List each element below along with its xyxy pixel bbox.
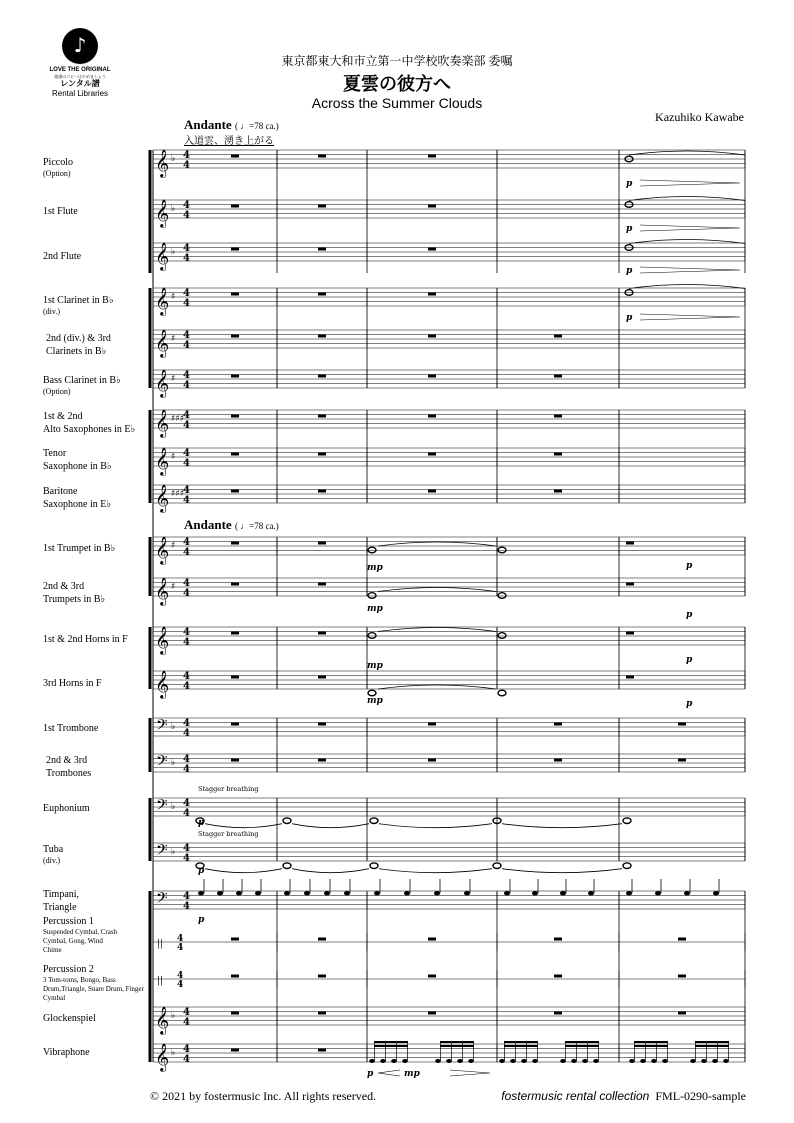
key-signature: ♯ — [171, 541, 176, 551]
whole-rest — [231, 723, 239, 726]
whole-rest — [554, 335, 562, 338]
key-signature: ♭ — [171, 1048, 176, 1058]
quarter-note — [217, 891, 223, 896]
whole-rest — [554, 938, 562, 941]
time-sig-bottom: 4 — [183, 210, 190, 221]
treble-clef-icon: 𝄞 — [155, 536, 170, 564]
time-sig-top: 4 — [177, 934, 184, 944]
tie — [502, 824, 622, 828]
whole-note — [498, 633, 506, 639]
key-signature: ♭ — [171, 1011, 176, 1021]
tempo-word: Andante — [184, 117, 232, 132]
metronome-mark-2: ( ♩=78 ca.) — [234, 521, 279, 531]
quarter-note — [504, 891, 510, 896]
whole-rest — [318, 248, 326, 251]
percussion-clef: || — [157, 976, 164, 986]
treble-clef-icon: 𝄞 — [155, 199, 170, 227]
expression-text: 入道雲、湧き上がる — [184, 136, 274, 147]
whole-rest — [626, 583, 634, 586]
label-bari-sax: Baritone Saxophone in E♭ — [43, 486, 112, 510]
whole-rest — [318, 938, 326, 941]
whole-rest — [318, 759, 326, 762]
quarter-note — [464, 891, 470, 896]
whole-rest — [318, 453, 326, 456]
time-sig-top: 4 — [183, 671, 190, 682]
time-sig-bottom: 4 — [183, 340, 190, 351]
treble-clef-icon: 𝄞 — [155, 670, 170, 698]
time-sig-bottom: 4 — [183, 420, 190, 431]
whole-rest — [678, 975, 686, 978]
whole-note — [370, 818, 378, 824]
whole-rest — [231, 490, 239, 493]
whole-rest — [428, 759, 436, 762]
tie — [205, 824, 282, 828]
sixteenth-note — [457, 1059, 463, 1063]
quarter-note — [304, 891, 310, 896]
time-sig-top: 4 — [183, 410, 190, 421]
treble-clef-icon: 𝄞 — [155, 577, 170, 605]
whole-note — [368, 690, 376, 696]
whole-note — [623, 818, 631, 824]
sixteenth-note — [690, 1059, 696, 1063]
time-sig-bottom: 4 — [183, 637, 190, 648]
dynamic-mp: mp — [367, 661, 383, 671]
collection-name: fostermusic rental collection — [501, 1089, 650, 1103]
tie — [292, 869, 369, 873]
quarter-note — [198, 891, 204, 896]
time-sig-bottom: 4 — [183, 901, 190, 912]
sixteenth-note — [701, 1059, 707, 1063]
key-signature: ♭ — [171, 802, 176, 812]
whole-note — [368, 593, 376, 599]
quarter-note — [684, 891, 690, 896]
dynamic-mp: mp — [404, 1069, 420, 1079]
whole-rest — [231, 542, 239, 545]
key-signature: ♭ — [171, 154, 176, 164]
whole-rest — [231, 453, 239, 456]
dynamic-p: p — [686, 699, 693, 709]
metronome-mark: ( ♩=78 ca.) — [234, 121, 279, 131]
whole-rest — [428, 205, 436, 208]
treble-clef-icon: 𝄞 — [155, 1006, 170, 1034]
quarter-note — [588, 891, 594, 896]
dynamic-p: p — [626, 179, 633, 189]
quarter-note — [374, 891, 380, 896]
whole-note — [368, 547, 376, 553]
dynamic-mp: mp — [367, 563, 383, 573]
dynamic-p: p — [198, 818, 205, 828]
whole-rest — [428, 975, 436, 978]
dynamic-p: p — [626, 313, 633, 323]
quarter-note — [434, 891, 440, 896]
time-sig-bottom: 4 — [183, 458, 190, 469]
whole-rest — [428, 155, 436, 158]
time-sig-bottom: 4 — [183, 495, 190, 506]
dynamic-p: p — [686, 561, 693, 571]
key-signature: ♯ — [171, 334, 176, 344]
whole-rest — [626, 542, 634, 545]
sixteenth-note — [435, 1059, 441, 1063]
sixteenth-note — [391, 1059, 397, 1063]
treble-clef-icon: 𝄞 — [155, 369, 170, 397]
key-signature: ♯♯♯ — [171, 414, 185, 424]
label-clarinet23: 2nd (div.) & 3rd Clarinets in B♭ — [46, 333, 111, 357]
dynamic-p: p — [626, 266, 633, 276]
whole-rest — [231, 248, 239, 251]
whole-rest — [231, 632, 239, 635]
sixteenth-note — [532, 1059, 538, 1063]
time-sig-top: 4 — [183, 200, 190, 211]
treble-clef-icon: 𝄞 — [155, 287, 170, 315]
sixteenth-note — [582, 1059, 588, 1063]
time-sig-top: 4 — [183, 448, 190, 459]
dynamic-p: p — [686, 610, 693, 620]
whole-rest — [318, 632, 326, 635]
whole-rest — [318, 723, 326, 726]
time-sig-top: 4 — [183, 537, 190, 548]
dynamic-p: p — [367, 1069, 374, 1079]
time-sig-top: 4 — [183, 370, 190, 381]
label-vibraphone: Vibraphone — [43, 1047, 90, 1058]
key-signature: ♭ — [171, 758, 176, 768]
treble-clef-icon: 𝄞 — [155, 484, 170, 512]
key-signature: ♯ — [171, 582, 176, 592]
whole-rest — [318, 205, 326, 208]
annotation-stagger2: Stagger breathing — [198, 830, 259, 838]
whole-rest — [231, 676, 239, 679]
key-signature: ♯♯♯ — [171, 489, 185, 499]
bass-clef-icon: 𝄢 — [156, 841, 168, 863]
time-sig-bottom: 4 — [177, 943, 184, 953]
whole-rest — [318, 415, 326, 418]
whole-rest — [428, 723, 436, 726]
treble-clef-icon: 𝄞 — [155, 329, 170, 357]
key-signature: ♭ — [171, 722, 176, 732]
tie — [292, 824, 369, 828]
label-bass-clarinet: Bass Clarinet in B♭ (Option) — [43, 375, 121, 396]
time-sig-bottom: 4 — [183, 764, 190, 775]
sixteenth-note — [510, 1059, 516, 1063]
quarter-note — [236, 891, 242, 896]
label-trumpet1: 1st Trumpet in B♭ — [43, 543, 116, 554]
dynamic-mp: mp — [367, 696, 383, 706]
whole-rest — [678, 1012, 686, 1015]
quarter-note — [655, 891, 661, 896]
key-signature: ♭ — [171, 204, 176, 214]
whole-note — [283, 863, 291, 869]
time-sig-top: 4 — [183, 578, 190, 589]
whole-rest — [554, 975, 562, 978]
hairpin — [640, 225, 740, 231]
time-sig-top: 4 — [183, 891, 190, 902]
whole-rest — [318, 155, 326, 158]
time-sig-top: 4 — [183, 150, 190, 161]
bass-clef-icon: 𝄢 — [156, 796, 168, 818]
collection-info — [501, 1089, 746, 1104]
hairpin — [378, 1070, 400, 1076]
sixteenth-note — [593, 1059, 599, 1063]
tie — [378, 542, 496, 546]
whole-rest — [428, 1012, 436, 1015]
whole-rest — [318, 1049, 326, 1052]
commission-text: 東京都東大和市立第一中学校吹奏楽部 委嘱 — [281, 54, 513, 68]
time-sig-bottom: 4 — [183, 1054, 190, 1065]
tie — [502, 869, 622, 873]
time-sig-top: 4 — [183, 288, 190, 299]
percussion-clef: || — [157, 939, 164, 949]
whole-note — [498, 690, 506, 696]
sixteenth-note — [468, 1059, 474, 1063]
time-sig-top: 4 — [183, 330, 190, 341]
dynamic-p: p — [198, 866, 205, 876]
hairpin — [640, 267, 740, 273]
hairpin — [450, 1070, 490, 1076]
whole-note — [283, 818, 291, 824]
whole-note — [623, 863, 631, 869]
sixteenth-note — [560, 1059, 566, 1063]
treble-clef-icon: 𝄞 — [155, 626, 170, 654]
whole-note — [368, 633, 376, 639]
whole-rest — [231, 293, 239, 296]
time-sig-top: 4 — [183, 485, 190, 496]
whole-rest — [231, 415, 239, 418]
label-flute2: 2nd Flute — [43, 251, 82, 262]
time-sig-bottom: 4 — [183, 808, 190, 819]
whole-rest — [428, 453, 436, 456]
label-trombone1: 1st Trombone — [43, 723, 99, 734]
label-euphonium: Euphonium — [43, 803, 90, 814]
sixteenth-note — [369, 1059, 375, 1063]
label-tuba: Tuba (div.) — [43, 844, 64, 865]
label-trombone23: 2nd & 3rd Trombones — [46, 755, 92, 779]
whole-note — [493, 863, 501, 869]
time-sig-top: 4 — [183, 843, 190, 854]
label-glockenspiel: Glockenspiel — [43, 1013, 96, 1024]
sixteenth-note — [380, 1059, 386, 1063]
label-horn12: 1st & 2nd Horns in F — [43, 634, 128, 645]
sixteenth-note — [521, 1059, 527, 1063]
annotation-stagger1: Stagger breathing — [198, 785, 259, 793]
dynamic-p: p — [626, 224, 633, 234]
whole-rest — [318, 375, 326, 378]
whole-rest — [626, 676, 634, 679]
label-tenor-sax: Tenor Saxophone in B♭ — [43, 448, 112, 472]
sixteenth-note — [723, 1059, 729, 1063]
sixteenth-note — [571, 1059, 577, 1063]
whole-rest — [318, 490, 326, 493]
time-sig-bottom: 4 — [183, 853, 190, 864]
music-note-icon: ♪ — [62, 28, 98, 64]
label-flute1: 1st Flute — [43, 206, 78, 217]
hairpin — [640, 180, 740, 186]
key-signature: ♯ — [171, 452, 176, 462]
label-percussion1: Percussion 1 Suspended Cymbal, Crash Cymbal, Gong, Wind Chime — [43, 916, 118, 954]
time-sig-top: 4 — [183, 1044, 190, 1055]
tie — [379, 824, 492, 828]
whole-rest — [554, 723, 562, 726]
tie — [379, 869, 492, 873]
whole-rest — [231, 583, 239, 586]
whole-rest — [318, 1012, 326, 1015]
time-sig-top: 4 — [183, 754, 190, 765]
whole-rest — [318, 542, 326, 545]
sixteenth-note — [499, 1059, 505, 1063]
whole-rest — [554, 415, 562, 418]
time-sig-bottom: 4 — [183, 298, 190, 309]
label-timpani: Timpani, Triangle — [43, 889, 80, 913]
label-percussion2: Percussion 2 3 Tom-toms, Bongo, Bass Drum,Triangle, Snare Drum, Finger Cymbal — [43, 964, 144, 1002]
logo-line4: Rental Libraries — [51, 89, 109, 98]
quarter-note — [532, 891, 538, 896]
whole-rest — [318, 293, 326, 296]
sixteenth-note — [662, 1059, 668, 1063]
whole-rest — [231, 1049, 239, 1052]
whole-rest — [678, 938, 686, 941]
whole-rest — [318, 583, 326, 586]
time-sig-bottom: 4 — [183, 588, 190, 599]
quarter-note — [344, 891, 350, 896]
time-sig-bottom: 4 — [183, 547, 190, 558]
sixteenth-note — [629, 1059, 635, 1063]
time-sig-top: 4 — [183, 243, 190, 254]
title-japanese: 夏雲の彼方へ — [343, 74, 451, 94]
logo-line1: LOVE THE ORIGINAL — [49, 67, 111, 73]
whole-rest — [231, 938, 239, 941]
quarter-note — [324, 891, 330, 896]
label-alto-sax: 1st & 2nd Alto Saxophones in E♭ — [43, 411, 136, 435]
sixteenth-note — [446, 1059, 452, 1063]
whole-rest — [554, 453, 562, 456]
quarter-note — [255, 891, 261, 896]
label-piccolo: Piccolo (Option) — [43, 157, 73, 178]
key-signature: ♯ — [171, 374, 176, 384]
logo-line2: 楽譜のコピーはやめましょう — [54, 74, 106, 79]
catalog-code: FML-0290-sample — [655, 1089, 746, 1103]
time-sig-bottom: 4 — [183, 253, 190, 264]
whole-rest — [428, 335, 436, 338]
label-horn3: 3rd Horns in F — [43, 678, 102, 689]
bass-clef-icon: 𝄢 — [156, 716, 168, 738]
whole-rest — [231, 975, 239, 978]
tempo-word-2: Andante — [184, 517, 232, 532]
whole-rest — [231, 155, 239, 158]
dynamic-mp: mp — [367, 604, 383, 614]
time-sig-bottom: 4 — [183, 681, 190, 692]
tie — [205, 869, 282, 873]
whole-rest — [428, 248, 436, 251]
treble-clef-icon: 𝄞 — [155, 409, 170, 437]
whole-note — [498, 547, 506, 553]
treble-clef-icon: 𝄞 — [155, 149, 170, 177]
treble-clef-icon: 𝄞 — [155, 1043, 170, 1071]
key-signature: ♭ — [171, 847, 176, 857]
whole-rest — [428, 293, 436, 296]
whole-rest — [554, 375, 562, 378]
quarter-note — [404, 891, 410, 896]
whole-rest — [554, 490, 562, 493]
time-sig-top: 4 — [183, 627, 190, 638]
dynamic-p: p — [686, 655, 693, 665]
tie — [378, 588, 496, 592]
time-sig-bottom: 4 — [183, 728, 190, 739]
whole-rest — [231, 205, 239, 208]
time-sig-top: 4 — [183, 798, 190, 809]
whole-rest — [554, 759, 562, 762]
time-sig-bottom: 4 — [177, 980, 184, 990]
treble-clef-icon: 𝄞 — [155, 242, 170, 270]
time-sig-bottom: 4 — [183, 380, 190, 391]
whole-note — [498, 593, 506, 599]
whole-rest — [231, 1012, 239, 1015]
key-signature: ♭ — [171, 247, 176, 257]
hairpin — [640, 314, 740, 320]
whole-rest — [428, 490, 436, 493]
tie — [378, 628, 496, 632]
sixteenth-note — [640, 1059, 646, 1063]
whole-rest — [428, 375, 436, 378]
treble-clef-icon: 𝄞 — [155, 447, 170, 475]
copyright: © 2021 by fostermusic Inc. All rights reserved. — [150, 1089, 377, 1103]
label-clarinet1: 1st Clarinet in B♭ (div.) — [43, 295, 114, 316]
dynamic-p: p — [198, 915, 205, 925]
whole-rest — [231, 375, 239, 378]
composer: Kazuhiko Kawabe — [655, 110, 744, 124]
time-sig-bottom: 4 — [183, 160, 190, 171]
whole-rest — [626, 632, 634, 635]
whole-rest — [678, 723, 686, 726]
whole-rest — [231, 335, 239, 338]
sixteenth-note — [402, 1059, 408, 1063]
whole-rest — [428, 415, 436, 418]
whole-rest — [231, 759, 239, 762]
whole-rest — [554, 1012, 562, 1015]
whole-rest — [428, 938, 436, 941]
bass-clef-icon: 𝄢 — [156, 889, 168, 911]
whole-note — [370, 863, 378, 869]
quarter-note — [626, 891, 632, 896]
tie — [378, 685, 496, 689]
label-trumpet23: 2nd & 3rd Trumpets in B♭ — [43, 581, 106, 605]
whole-rest — [678, 759, 686, 762]
whole-rest — [318, 975, 326, 978]
whole-rest — [318, 335, 326, 338]
time-sig-top: 4 — [183, 718, 190, 729]
quarter-note — [284, 891, 290, 896]
key-signature: ♯ — [171, 292, 176, 302]
quarter-note — [560, 891, 566, 896]
bass-clef-icon: 𝄢 — [156, 752, 168, 774]
logo-line3: レンタル譜 — [60, 79, 100, 88]
sixteenth-note — [712, 1059, 718, 1063]
sixteenth-note — [651, 1059, 657, 1063]
quarter-note — [713, 891, 719, 896]
title-english: Across the Summer Clouds — [311, 95, 483, 111]
time-sig-top: 4 — [177, 971, 184, 981]
whole-rest — [318, 676, 326, 679]
time-sig-bottom: 4 — [183, 1017, 190, 1028]
time-sig-top: 4 — [183, 1007, 190, 1018]
